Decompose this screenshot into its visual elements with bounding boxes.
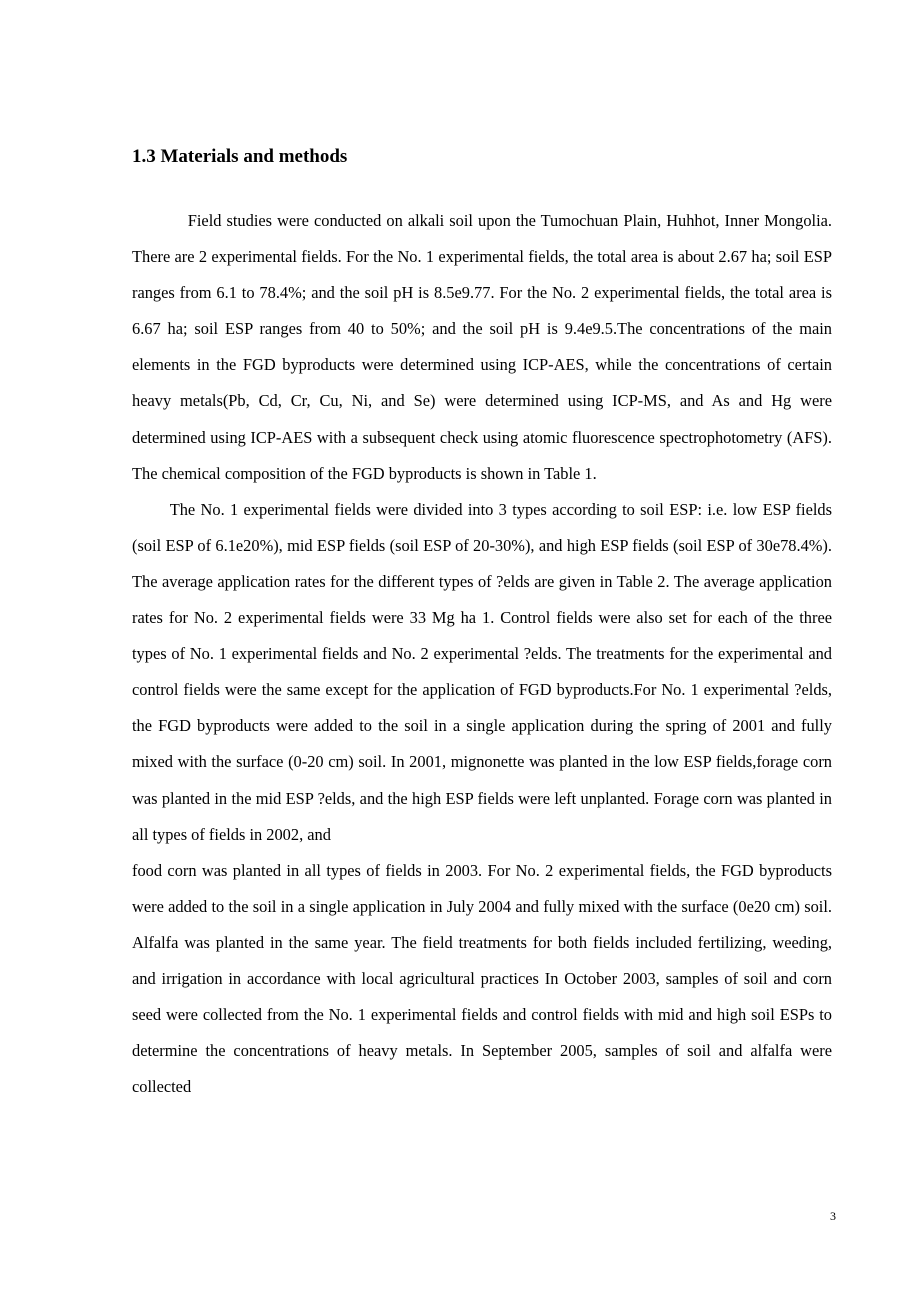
paragraph-continuation: food corn was planted in all types of fields in 2003. For No. 2 experimental fields, the FGD byproducts were added to the soil in a single application in July 2004 and fully mixed with the surface (0e20 cm) soil. Alfalfa was planted in the same year. The field treatments for both fields included fertilizing, weeding, and irrigation in accordance with local agricultural practices In October 2003, samples of soil and corn seed were collected from the No. 1 experimental fields and control fields with mid and high soil ESPs to determine the concentrations of heavy metals. In September 2005, samples of soil and alfalfa were collected: [132, 860, 832, 1097]
body-text: [132, 203, 832, 1105]
page-number: 3: [830, 1209, 836, 1223]
section-heading: 1.3 Materials and methods: [132, 146, 348, 167]
paragraph-experimental-fields: The No. 1 experimental fields were divided into 3 types according to soil ESP: i.e. low ESP fields (soil ESP of 6.1e20%), mid ESP fields (soil ESP of 20-30%), and high ESP fields (soil ESP of 30e78.4%). The average application rates for the different types of ?elds are given in Table 2. The average application rates for No. 2 experimental fields were 33 Mg ha 1. Control fields were also set for each of the three types of No. 1 experimental fields and No. 2 experimental ?elds. The treatments for the experimental and control fields were the same except for the application of FGD byproducts.For No. 1 experimental ?elds, the FGD byproducts were added to the soil in a single application during the spring of 2001 and fully mixed with the surface (0-20 cm) soil. In 2001, mignonette was planted in the low ESP fields,forage corn was planted in the mid ESP ?elds, and the high ESP fields were left unplanted. Forage corn was planted in all types of fields in 2002, and: [132, 499, 832, 844]
paragraph-field-studies: Field studies were conducted on alkali soil upon the Tumochuan Plain, Huhhot, Inner Mongolia. There are 2 experimental fields. For the No. 1 experimental fields, the total area is about 2.67 ha; soil ESP ranges from 6.1 to 78.4%; and the soil pH is 8.5e9.77. For the No. 2 experimental fields, the total area is 6.67 ha; soil ESP ranges from 40 to 50%; and the soil pH is 9.4e9.5.The concentrations of the main elements in the FGD byproducts were determined using ICP-AES, while the concentrations of certain heavy metals(Pb, Cd, Cr, Cu, Ni, and Se) were determined using ICP-MS, and As and Hg were determined using ICP-AES with a subsequent check using atomic fluorescence spectrophotometry (AFS). The chemical composition of the FGD byproducts is shown in Table 1.: [132, 211, 832, 483]
